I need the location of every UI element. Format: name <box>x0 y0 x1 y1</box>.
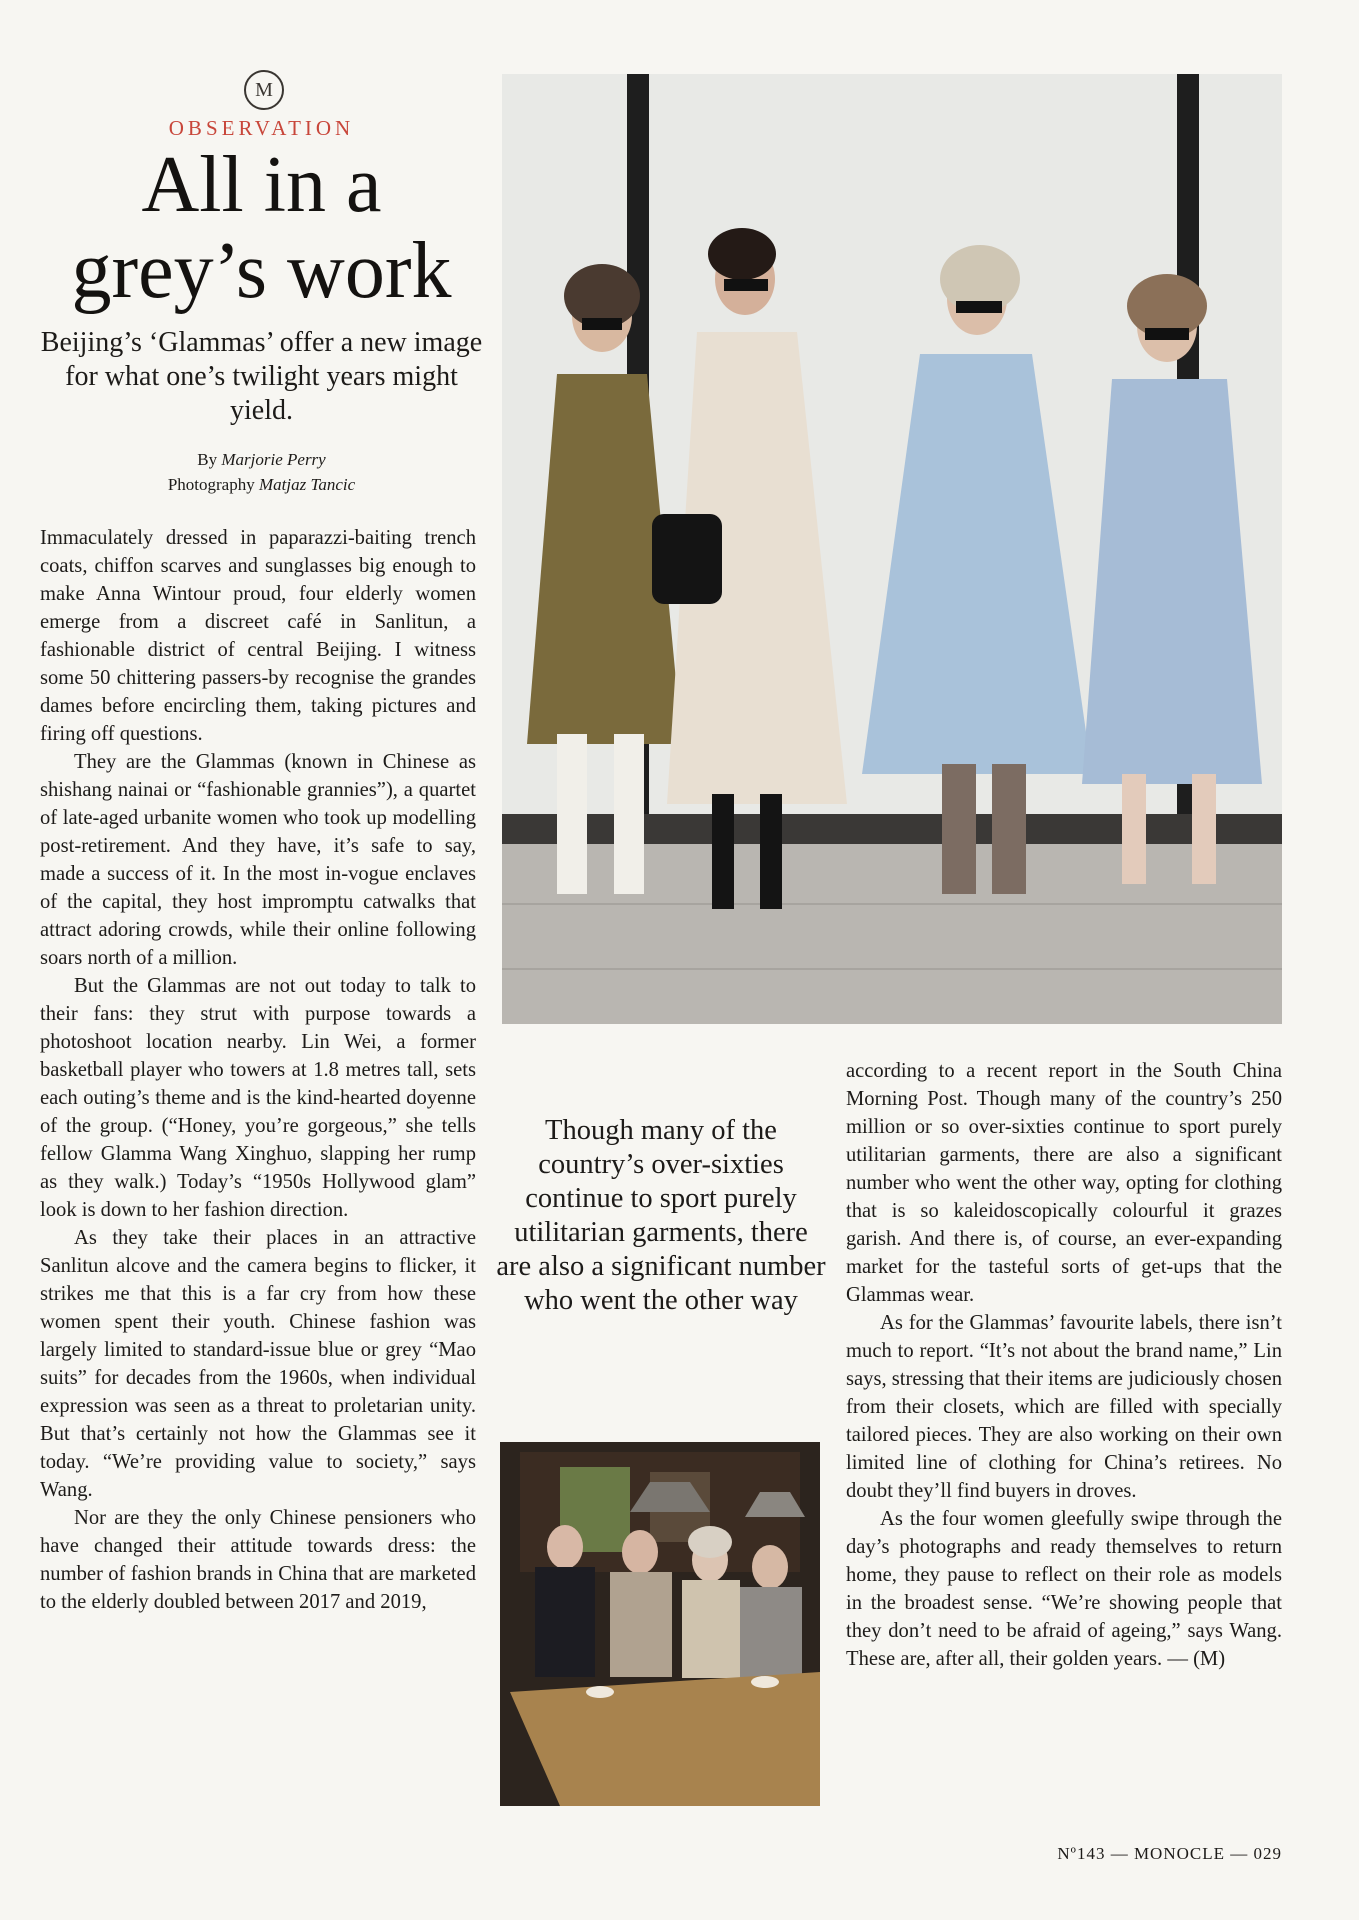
author-name: Marjorie Perry <box>221 450 326 469</box>
body-column-1 <box>40 524 476 1616</box>
headline-line-1: All in a <box>141 141 382 229</box>
headline <box>20 142 503 314</box>
headline-line-2: grey’s work <box>71 227 452 315</box>
pull-quote: Though many of the country’s over-sixties continue to sport purely utilitarian garments, there are also a significant number who went the other way <box>496 1115 826 1316</box>
body-paragraph-4: As they take their places in an attractive Sanlitun alcove and the camera begins to flicker, it strikes me that this is a far cry from how these women spent their youth. Chinese fashion was largely limited to standard-issue blue or grey “Mao suits” for decades from the 1960s, when individual expression was seen as a threat to proletarian unity. But that’s certainly not how the Glammas see it today. “We’re providing value to society,” says Wang. <box>40 1227 476 1501</box>
body-column-2 <box>846 1057 1282 1673</box>
secondary-photo-cafe <box>500 1442 820 1806</box>
page-folio: Nº143 — MONOCLE — 029 <box>1057 1844 1282 1863</box>
photographer-name: Matjaz Tancic <box>258 475 356 494</box>
photographer-prefix: Photography <box>167 475 255 494</box>
secondary-photo-illustration <box>500 1442 820 1806</box>
body-paragraph-1: Immaculately dressed in paparazzi-baiting trench coats, chiffon scarves and sunglasses big enough to make Anna Wintour proud, four elderly women emerge from a discreet café in Sanlitun, a fashionable district of central Beijing. I witness some 50 chittering passers-by recognise the grandes dames before encircling them, taking pictures and firing off questions. <box>40 527 476 745</box>
body-paragraph-8: As the four women gleefully swipe through the day’s photographs and ready themselves to return home, they pause to reflect on their role as models in the broadest sense. “We’re showing people that they don’t need to be afraid of ageing,” says Wang. These are, after all, their golden years. — (M) <box>846 1508 1282 1670</box>
monocle-logo-icon: M <box>244 70 284 110</box>
body-paragraph-2: They are the Glammas (known in Chinese as shishang nainai or “fashionable grannies”), a quartet of late-aged urbanite women who took up modelling post-retirement. And they have, it’s safe to say, made a success of it. In the most in-vogue enclaves of the capital, they host impromptu catwalks that attract adoring crowds, while their online following soars north of a million. <box>40 751 476 969</box>
body-paragraph-7: As for the Glammas’ favourite labels, there isn’t much to report. “It’s not about the brand name,” Lin says, stressing that their items are judiciously chosen from their closets, which are filled with specially tailored pieces. They are also working on their own limited line of clothing for China’s retirees. No doubt they’ll find buyers in droves. <box>846 1312 1282 1502</box>
main-photo-illustration <box>502 74 1282 1024</box>
main-photo-glammas-street <box>502 74 1282 1024</box>
body-paragraph-5: Nor are they the only Chinese pensioners who have changed their attitude towards dress: the number of fashion brands in China that are marketed to the elderly doubled between 2017 and 2019, <box>40 1507 476 1613</box>
section-label: OBSERVATION <box>168 116 355 140</box>
author-line <box>40 447 483 472</box>
byline-prefix: By <box>197 450 218 469</box>
byline <box>40 447 483 497</box>
body-paragraph-3: But the Glammas are not out today to talk to their fans: they strut with purpose towards a photoshoot location nearby. Lin Wei, a former basketball player who towers at 1.8 metres tall, sets each outing’s theme and is the kind-hearted doyenne of the group. (“Honey, you’re gorgeous,” she tells fellow Glamma Wang Xinghuo, slapping her rump as they walk.) Today’s “1950s Hollywood glam” look is down to her fashion direction. <box>40 975 476 1221</box>
body-paragraph-6: according to a recent report in the South China Morning Post. Though many of the country’s 250 million or so over-sixties continue to sport purely utilitarian garments, there are also a significant number who went the other way, opting for clothing that is so kaleidoscopically colourful it grazes garish. And there is, of course, an ever-expanding market for the tasteful sorts of get-ups that the Glammas wear. <box>846 1060 1282 1306</box>
standfirst: Beijing’s ‘Glammas’ offer a new image for what one’s twilight years might yield. <box>40 327 483 426</box>
photographer-line <box>40 472 483 497</box>
